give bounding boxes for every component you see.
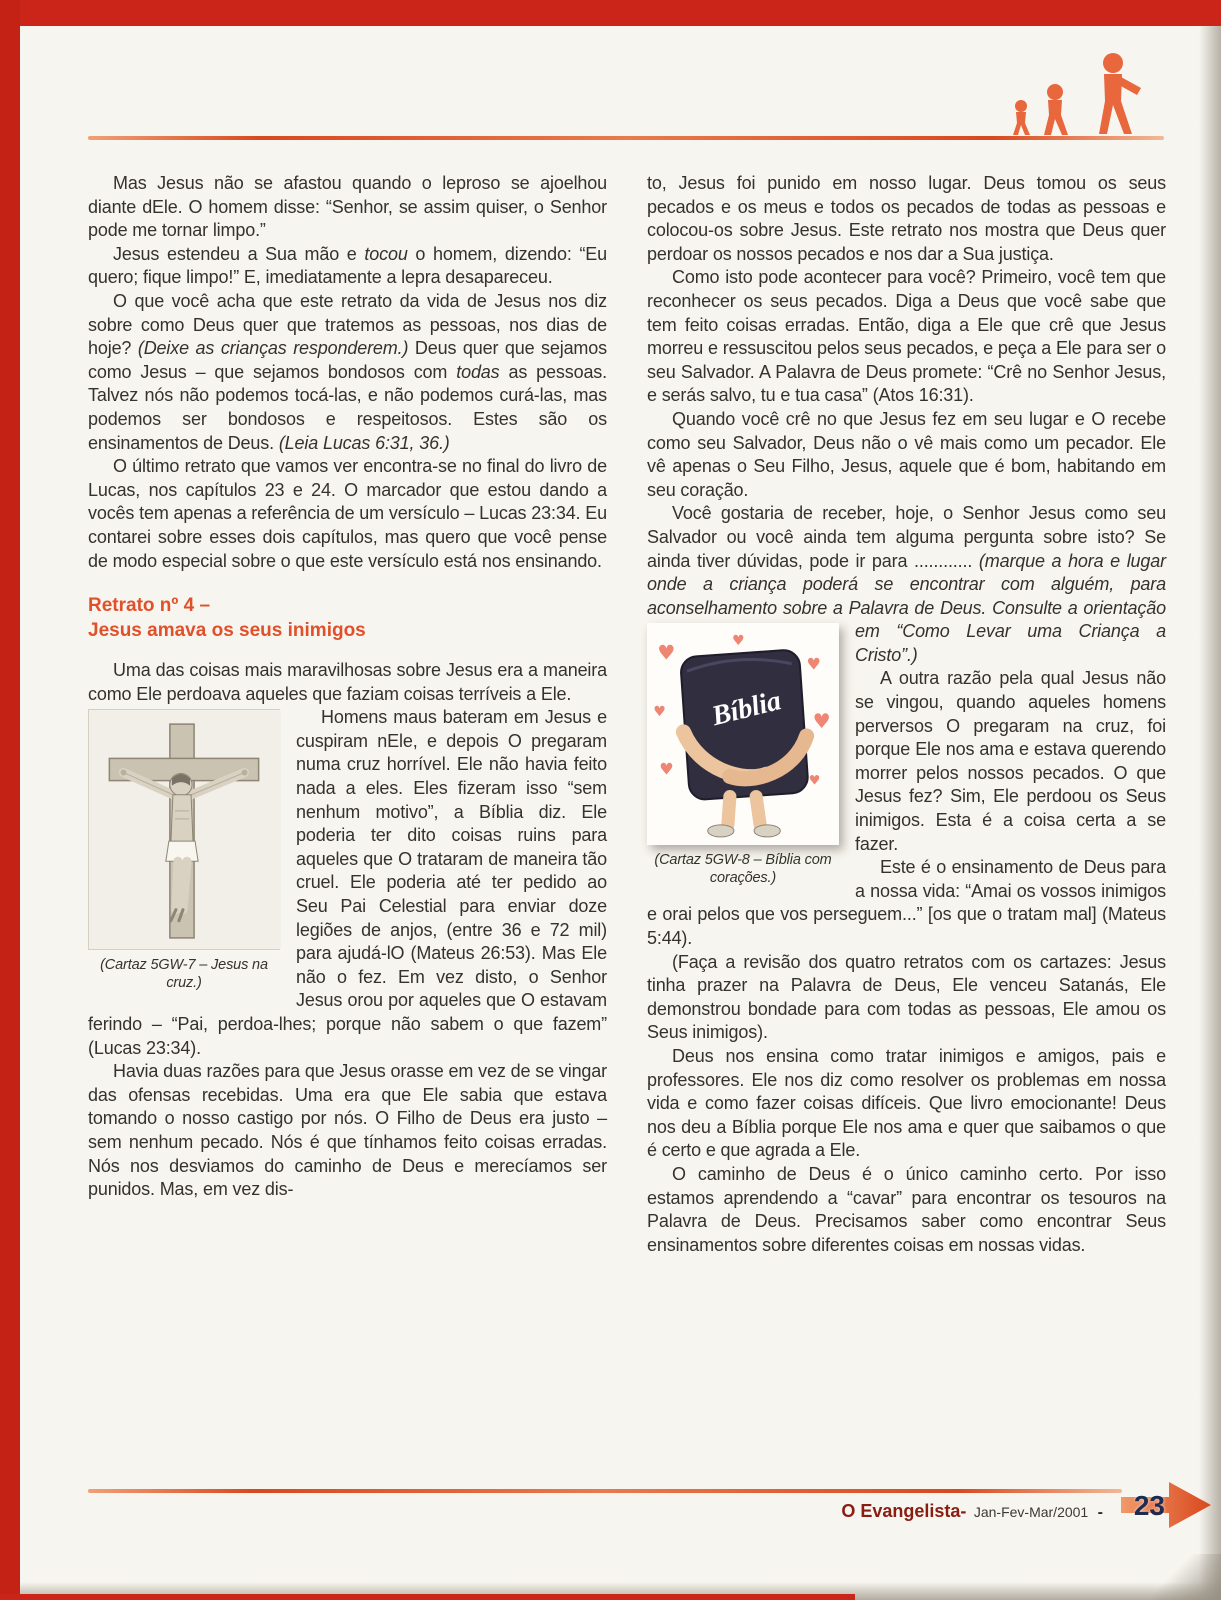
paragraph-deus-nos-ensina: Deus nos ensina como tratar inimigos e amigos, pais e professores. Ele nos diz como resolver os problemas em nossa vida e como fazer coisas difíceis. Que livro emocionante! Deus nos deu a Bíblia porque Ele nos ama e quer que saibamos o que é certo e que agrada a Ele. [647,1045,1166,1161]
right-column [647,172,1166,1257]
red-bottom-edge [0,1594,855,1600]
svg-text:♥: ♥ [653,704,666,721]
svg-text:♥: ♥ [731,633,745,650]
article-body [88,172,1166,1257]
left-column [88,172,607,1257]
svg-text:♥: ♥ [659,759,674,779]
page-curl-shadow [1151,1554,1221,1600]
paragraph-duas-razoes: Havia duas razões para que Jesus orasse em vez de se vingar das ofensas recebidas. Uma era que Ele sabia que estava tomando o nosso castigo por nós. O Filho de Deus era justo – sem nenhum pecado. Nós é que tínhamos feito coisas erradas. Nós nos desviamos do caminho de Deus e merecíamos ser punidos. Mas, em vez dis- [88,1061,607,1200]
paragraph-text: Homens maus bateram em Jesus e cuspiram nEle, e depois O pregaram numa cruz horrível. Ele não havia feito nada a eles. Eles fizeram isso “sem nenhum motivo”, a Bíblia diz. Ele poderia ter dito coisas ruins para aqueles que O trataram de maneira tão cruel. Ele poderia até ter pedido ao Seu Pai Celestial para enviar doze legiões de anjos, (entre 36 e 72 mil) para ajudá-lO (Mateus 26:53). Mas Ele não o fez. Em vez disto, o Senhor Jesus orou por aqueles que O estavam ferindo – “Pai, perdoa-lhes; porque não sabem o que fazem” (Lucas 23:34). [88,707,607,1058]
issue-date: Jan-Fev-Mar/2001 [973,1504,1089,1520]
footer [841,1501,1103,1522]
paragraph-como-isto-pode: Como isto pode acontecer para você? Primeiro, você tem que reconhecer os seus pecados. Diga a Deus que você sabe que tem feito coisas erradas. Então, diga a Ele que crê que Jesus morreu e ressuscitou pelos seus pecados, e peça a Ele para ser o seu Salvador. A Palavra de Deus promete: “Crê no Senhor Jesus, e serás salvo, tu e tua casa” (Atos 16:31). [647,267,1166,406]
jesus-on-cross-illustration [88,709,280,950]
svg-text:Bíblia: Bíblia [708,685,784,733]
paragraph-tocou: Jesus estendeu a Sua mão e tocou o homem, dizendo: “Eu quero; fique limpo!” E, imediatamente a lepra desapareceu. [88,243,608,288]
heading-line-2: Jesus amava os seus inimigos [88,620,366,642]
red-top-edge [0,0,1221,26]
paragraph-revisao-retratos: (Faça a revisão dos quatro retratos com os cartazes: Jesus tinha prazer na Palavra de Deus, Ele venceu Satanás, Ele demonstrou bondade para com todas as pessoas, Ele amou os Seus inimigos). [647,951,1166,1043]
paragraph-coisas-maravilhosas: Uma das coisas mais maravilhosas sobre Jesus era a maneira como Ele perdoava aqueles que faziam coisas terríveis a Ele. [88,660,607,704]
paragraph-leproso: Mas Jesus não se afastou quando o leproso se ajoelhou diante dEle. O homem disse: “Senhor, se assim quiser, o Senhor pode me tornar limpo.” [88,173,607,241]
scan-edge-right [1199,0,1221,1600]
header-divider-rule [88,136,1164,140]
paragraph-homens-maus [88,706,607,1060]
paragraph-caminho-de-deus: O caminho de Deus é o único caminho certo. Por isso estamos aprendendo a “cavar” para encontrar os tesouros na Palavra de Deus. Precisamos saber como encontrar Seus ensinamentos sobre diferentes coisas em nossas vidas. [647,1163,1166,1255]
page-number: 23 [1133,1490,1165,1521]
svg-text:♥: ♥ [808,773,821,789]
bible-with-hearts-illustration [647,623,839,845]
magazine-title: O Evangelista- [841,1501,967,1521]
paragraph-quando-voce-cre: Quando você crê no que Jesus fez em seu lugar e O recebe como seu Salvador, Deus não o vê mais como um pecador. Ele vê apenas o Seu Filho, Jesus, aquele que é bom, habitando em seu coração. [647,408,1166,500]
section-heading-retrato-4 [88,593,607,643]
figure-caption-jesus: (Cartaz 5GW-7 – Jesus na cruz.) [100,957,268,992]
footer-divider-rule [88,1489,1122,1493]
paragraph-retrato-vida: O que você acha que este retrato da vida de Jesus nos diz sobre como Deus quer que tratemos as pessoas, nos dias de hoje? (Deixe as crianças responderem.) Deus quer que sejamos como Jesus – que sejamos bondosos com todas as pessoas. Talvez nós não podemos tocá-las, e não podemos curá-las, mas podemos ser bondosos e respeitosos. Estes são os ensinamentos de Deus. (Leia Lucas 6:31, 36.) [88,290,607,453]
paragraph-punido-em-nosso-lugar: to, Jesus foi punido em nosso lugar. Deus tomou os seus pecados e os meus e todos os pecados de todas as pessoas e colocou-os sobre Jesus. Este retrato nos mostra que Deus quer perdoar os nossos pecados e nos dar a Sua justiça. [647,173,1166,264]
svg-text:♥: ♥ [806,654,821,674]
paragraph-text: Consulte a orientação em “Como Levar uma Criança a Cristo”.) [855,597,1166,665]
figure-caption-biblia: (Cartaz 5GW-8 – Bíblia com corações.) [654,852,832,887]
paragraph-text: Você gostaria de receber, hoje, o Senhor Jesus como seu Salvador ou você ainda tem alguma pergunta sobre isto? Se ainda tiver dúvidas, pode ir para ............ (marque a hora e lugar onde a criança poderá se encontrar com alguém, para aconselhamento sobre a Palavra de Deus. [647,503,1166,618]
red-left-edge [0,0,20,1600]
family-walking-icon [1003,52,1155,136]
svg-text:♥: ♥ [657,640,676,665]
heading-line-1: Retrato nº 4 – [88,595,211,617]
footer-separator: - [1097,1504,1103,1521]
paragraph-outra-razao: A outra razão pela qual Jesus não se vingou, quando aqueles homens perversos O pregaram na cruz, foi porque Ele nos ama e estava querendo morrer pelos nossos pecados. O que Jesus fez? Sim, Ele perdoou os Seus inimigos. Esta é a coisa certa a se fazer. [855,668,1166,854]
figure-jesus-on-cross [88,709,280,992]
paragraph-ultimo-retrato: O último retrato que vamos ver encontra-se no final do livro de Lucas, nos capítulos 23 e 24. O marcador que estou dando a vocês tem apenas a referência de um versículo – Lucas 23:34. Eu contarei sobre esses dois capítulos, mas quero que você pense de modo especial sobre o que este versículo está nos ensinando. [88,456,607,571]
paragraph-ensinamento-de-deus: Este é o ensinamento de Deus para a nossa vida: “Amai os vossos inimigos e orai pelos que vos perseguem...” [os que o tratam mal] (Mateus 5:44). [647,857,1166,948]
svg-text:♥: ♥ [812,709,831,734]
figure-biblia [647,623,839,887]
